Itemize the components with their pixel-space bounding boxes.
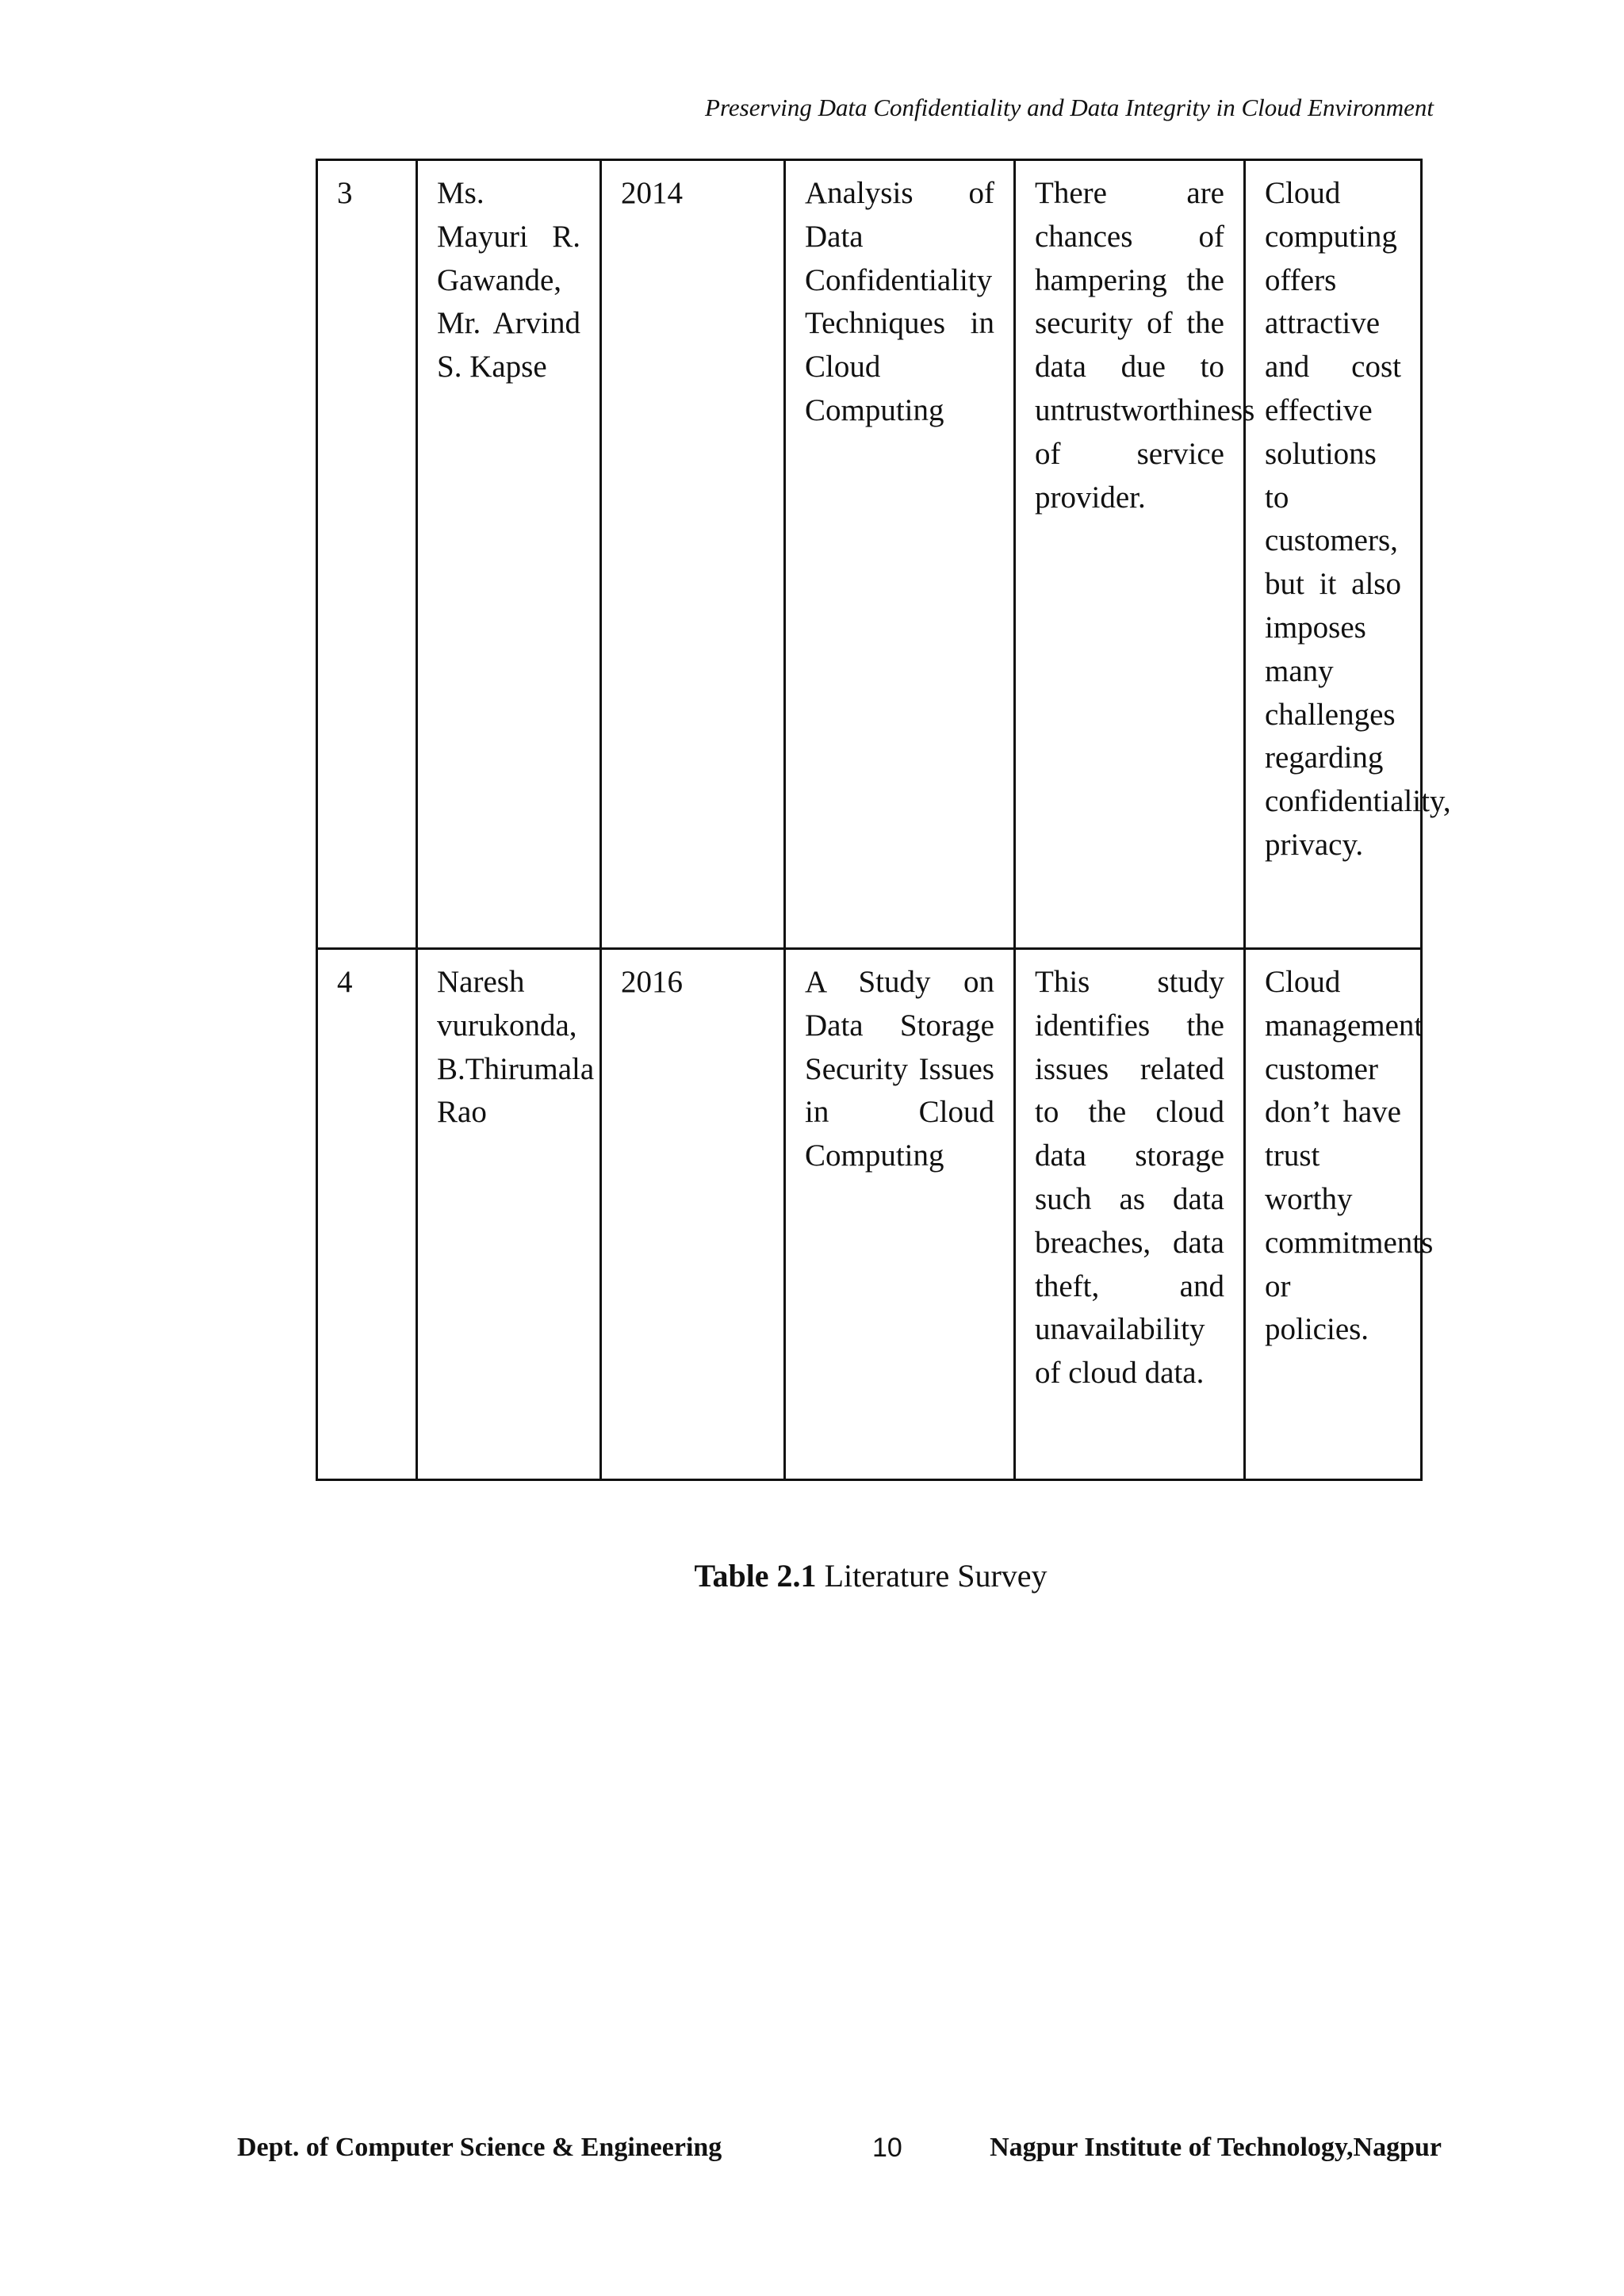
- literature-survey-table: [316, 159, 1451, 1481]
- page-number: 10: [872, 2133, 902, 2163]
- table-caption-label: Table 2.1: [694, 1558, 817, 1594]
- paper-title-cell: A Study on Data Storage Security Issues in Cloud Computing: [785, 949, 1015, 1480]
- table-caption: [0, 1557, 1624, 1594]
- sr-no-cell: 3: [317, 160, 417, 949]
- findings-cell: There are chances of hampering the security of the data due to untrustworthiness of service provider.: [1015, 160, 1245, 949]
- table-row: [317, 949, 1422, 1480]
- year-cell: 2014: [601, 160, 785, 949]
- authors-cell: Naresh vurukonda, B.Thirumala Rao: [417, 949, 601, 1480]
- remarks-cell: Cloud computing offers attractive and cost effective solutions to customers, but it also imposes many challenges regarding confidentiality, privacy.: [1245, 160, 1422, 949]
- authors-cell: Ms. Mayuri R. Gawande, Mr. Arvind S. Kapse: [417, 160, 601, 949]
- sr-no-cell: 4: [317, 949, 417, 1480]
- running-header: Preserving Data Confidentiality and Data Integrity in Cloud Environment: [705, 94, 1434, 121]
- findings-cell: This study identifies the issues related to the cloud data storage such as data breaches, data theft, and unavailability of cloud data.: [1015, 949, 1245, 1480]
- footer-department: Dept. of Computer Science & Engineering: [237, 2133, 722, 2162]
- table-row: [317, 160, 1422, 949]
- paper-title-cell: Analysis of Data Confidentiality Techniques in Cloud Computing: [785, 160, 1015, 949]
- footer-institute: Nagpur Institute of Technology,Nagpur: [990, 2133, 1442, 2162]
- remarks-cell: Cloud management customer don’t have trust worthy commitments or policies.: [1245, 949, 1422, 1480]
- year-cell: 2016: [601, 949, 785, 1480]
- table-caption-text: Literature Survey: [824, 1558, 1048, 1594]
